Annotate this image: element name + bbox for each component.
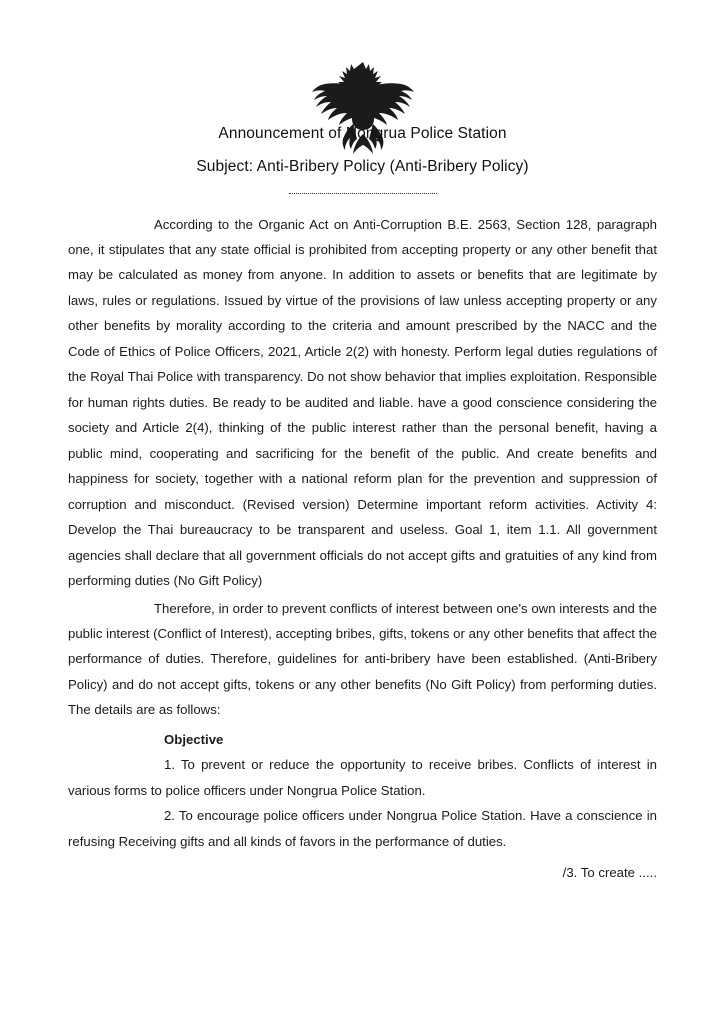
objective-heading: Objective <box>164 731 224 747</box>
page-continuation: /3. To create ..... <box>562 865 657 881</box>
objective-item-2: 2. To encourage police officers under Nongrua Police Station. Have a conscience in refusing Receiving gifts and all kinds of favors in the performance of duties. <box>68 808 657 849</box>
title-block <box>68 122 657 194</box>
emblem-container <box>68 0 657 110</box>
document-body <box>68 212 657 886</box>
paragraph-1: According to the Organic Act on Anti-Corruption B.E. 2563, Section 128, paragraph one, it stipulates that any state official is prohibited from accepting property or any other benefit that may be calculated as money from anyone. In addition to assets or benefits that are legitimate by laws, rules or regulations. Issued by virtue of the provisions of law unless accepting property or any other benefits by morality according to the criteria and amount prescribed by the NACC and the Code of Ethics of Police Officers, 2021, Article 2(2) with honesty. Perform legal duties regulations of the Royal Thai Police with transparency. Do not show behavior that implies exploitation. Responsible for human rights duties. Be ready to be audited and liable. have a good conscience considering the society and Article 2(4), thinking of the public interest rather than the personal benefit, having a public mind, cooperating and sacrificing for the benefit of the public. And create benefits and happiness for society, together with a national reform plan for the prevention and suppression of corruption and misconduct. (Revised version) Determine important reform activities. Activity 4: Develop the Thai bureaucracy to be transparent and useless. Goal 1, item 1.1. All government agencies shall declare that all government officials do not accept gifts and gratuities of any kind from performing duties (No Gift Policy) <box>68 216 657 589</box>
page-title: Announcement of Nongrua Police Station <box>218 125 507 142</box>
objective-item-1: 1. To prevent or reduce the opportunity to receive bribes. Conflicts of interest in various forms to police officers under Nongrua Police Station. <box>68 757 657 798</box>
paragraph-2: Therefore, in order to prevent conflicts of interest between one's own interests and the public interest (Conflict of Interest), accepting bribes, gifts, tokens or any other benefits that affect the performance of duties. Therefore, guidelines for anti-bribery have been established. (Anti-Bribery Policy) and do not accept gifts, tokens or any other benefits (No Gift Policy) from performing duties. The details are as follows: <box>68 600 657 718</box>
title-divider <box>289 193 437 194</box>
document-subject: Subject: Anti-Bribery Policy (Anti-Bribery Policy) <box>196 158 529 176</box>
